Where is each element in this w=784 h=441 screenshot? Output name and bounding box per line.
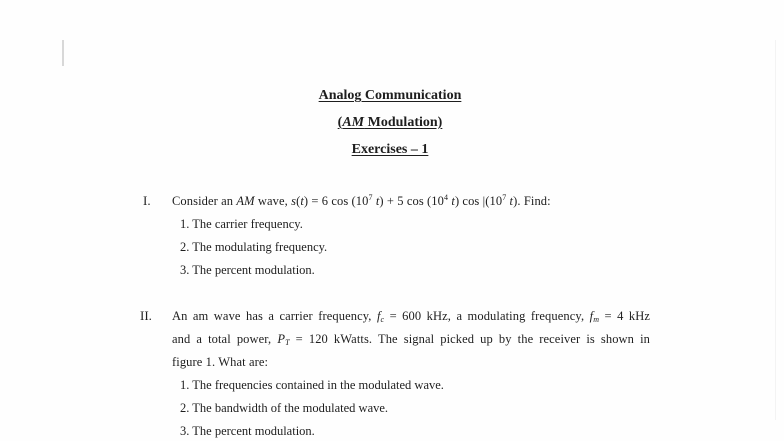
question-2-item-1: 1. The frequencies contained in the modulated wave. bbox=[180, 378, 444, 392]
document-subtitle bbox=[0, 115, 782, 131]
q2-l1-text-a: An am wave has a carrier frequency, bbox=[172, 309, 377, 323]
question-2-line-3: figure 1. What are: bbox=[172, 355, 269, 369]
q2-l1-text-b: = 600 kHz, a modulating frequency, bbox=[384, 309, 590, 323]
q2-l2-text-b: = 120 kWatts. The signal picked up by the receiver is shown in bbox=[289, 332, 650, 346]
subtitle-open-paren: ( bbox=[337, 115, 343, 130]
question-2-line-1 bbox=[172, 309, 650, 324]
q1-text-c: ( bbox=[296, 194, 301, 208]
question-1-item-1: 1. The carrier frequency. bbox=[180, 217, 303, 231]
q1-t2: t bbox=[375, 194, 380, 208]
q2-fc-subscript: c bbox=[380, 315, 385, 324]
question-2-item-2: 2. The bandwidth of the modulated wave. bbox=[180, 401, 389, 415]
q1-t3: t bbox=[451, 194, 455, 208]
q2-l1-text-c: = 4 kHz bbox=[599, 309, 650, 323]
q1-exp-1: 7 bbox=[368, 193, 373, 202]
q2-fm-subscript: m bbox=[593, 315, 600, 324]
q1-exp-3: 7 bbox=[502, 193, 507, 202]
document-title: Analog Communication bbox=[318, 88, 462, 103]
q2-p-subscript: T bbox=[285, 338, 290, 347]
q1-exp-2: 4 bbox=[444, 193, 449, 202]
q1-text-k: ). Find: bbox=[513, 194, 551, 208]
q2-fm-symbol: f bbox=[589, 309, 594, 323]
subtitle-rest: Modulation) bbox=[364, 115, 443, 130]
q2-l2-text-a: and a total power, bbox=[172, 332, 278, 346]
subtitle-am: AM bbox=[342, 115, 365, 130]
question-1-item-2: 2. The modulating frequency. bbox=[180, 240, 328, 254]
question-1-item-3: 3. The percent modulation. bbox=[180, 263, 315, 277]
q1-text-a: Consider an bbox=[172, 194, 237, 208]
q2-p-symbol: P bbox=[277, 332, 286, 346]
q1-text-d: ) = 6 cos (10 bbox=[303, 194, 369, 208]
q1-text-b: wave, bbox=[254, 194, 292, 208]
question-2-item-3: 3. The percent modulation. bbox=[180, 424, 315, 438]
question-2-number: II. bbox=[140, 308, 152, 323]
exercises-heading: Exercises – 1 bbox=[351, 142, 429, 157]
q1-s: s bbox=[291, 194, 297, 208]
q1-am: AM bbox=[236, 194, 255, 208]
question-1-stem bbox=[172, 194, 551, 209]
question-1-number: I. bbox=[143, 193, 151, 208]
question-2-line-2 bbox=[172, 332, 650, 347]
q1-t4: t bbox=[509, 194, 514, 208]
q1-text-i: ) cos |(10 bbox=[454, 194, 503, 208]
scan-artifact-left bbox=[62, 40, 64, 66]
q2-fc-symbol: f bbox=[376, 309, 381, 323]
q1-text-g: ) + 5 cos (10 bbox=[379, 194, 445, 208]
q1-t1: t bbox=[300, 194, 304, 208]
